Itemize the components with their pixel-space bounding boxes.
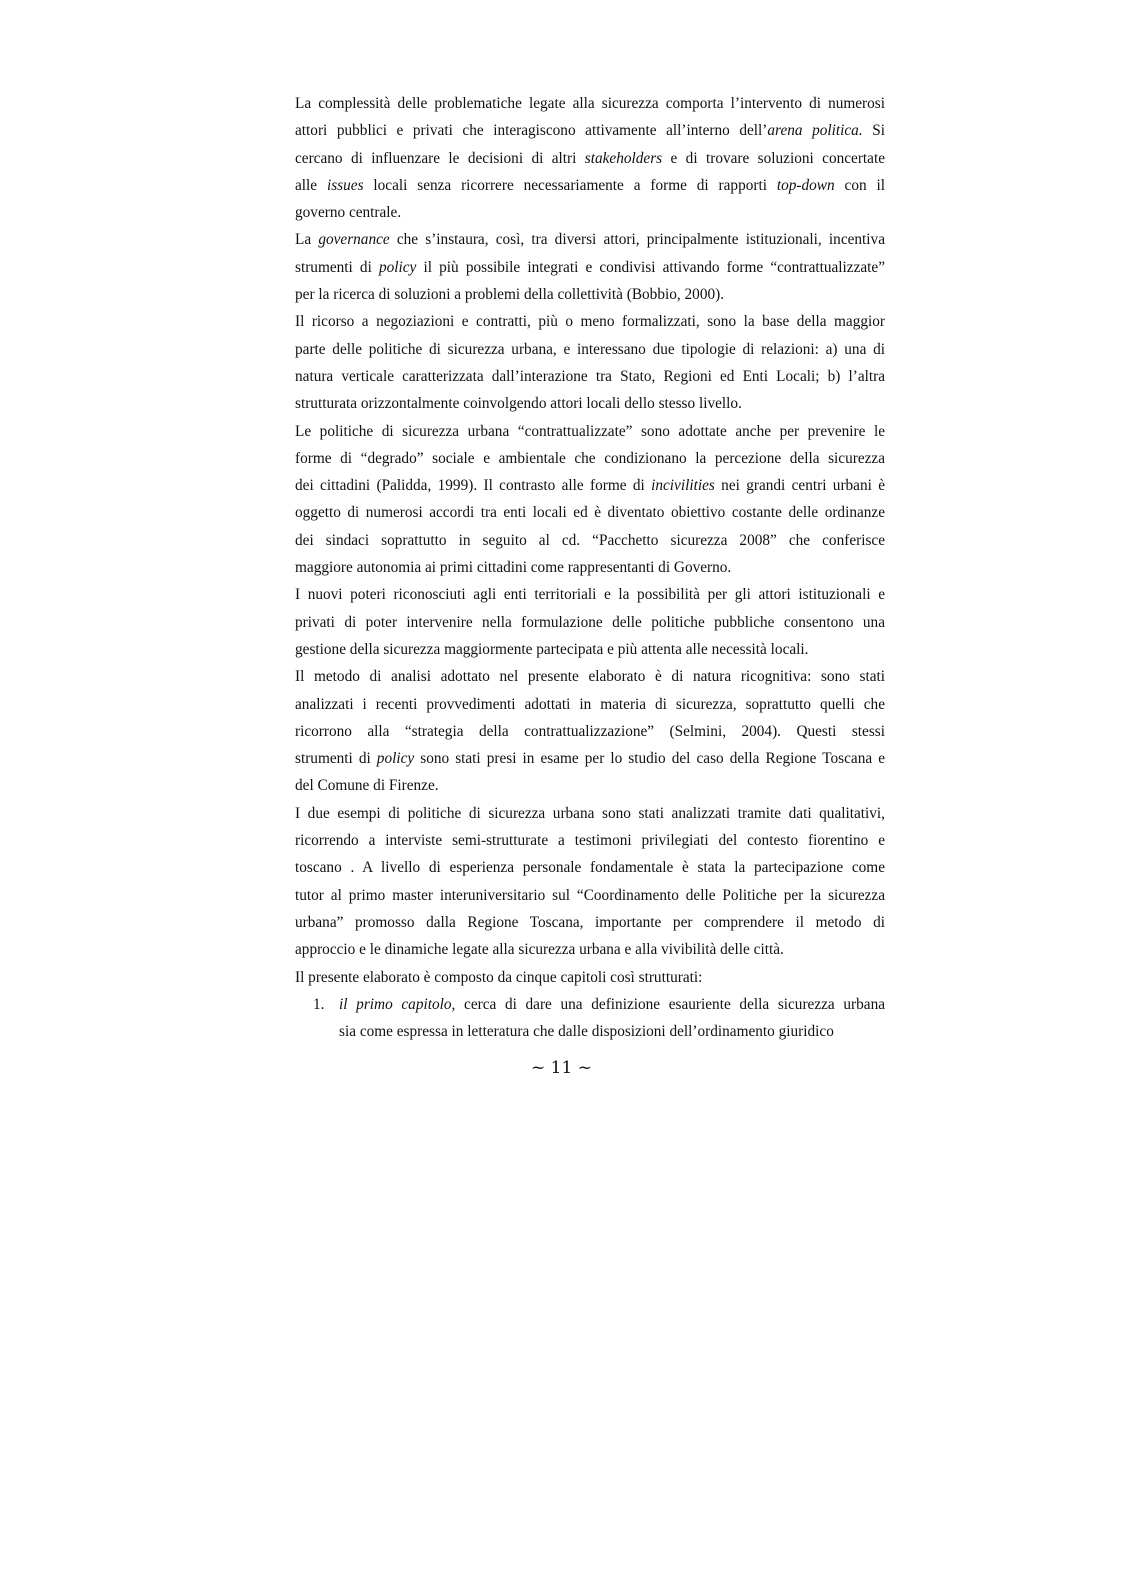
text-run: Il presente elaborato è composto da cinque capitoli così strutturati:	[295, 968, 703, 986]
text-line	[295, 800, 885, 827]
text-run: cerca di dare una definizione esauriente della sicurezza urbana	[455, 995, 886, 1013]
text-run: governo centrale.	[295, 204, 402, 222]
italic-text: incivilities	[651, 477, 715, 495]
text-run: strutturata orizzontalmente coinvolgendo attori locali dello stesso livello.	[295, 395, 742, 413]
text-run: Si	[862, 122, 885, 140]
text-run: Il ricorso a negoziazioni e contratti, più o meno formalizzati, sono la base della maggior	[295, 313, 885, 331]
text-line	[295, 936, 885, 963]
text-run: per la ricerca di soluzioni a problemi della collettività (Bobbio, 2000).	[295, 286, 725, 304]
text-run: Le politiche di sicurezza urbana “contrattualizzate” sono adottate anche per prevenire le	[295, 422, 885, 440]
body-text	[295, 90, 885, 1045]
text-line	[295, 691, 885, 718]
text-line	[295, 226, 885, 253]
text-run: Il metodo di analisi adottato nel presente elaborato è di natura ricognitiva: sono stati	[295, 668, 885, 686]
text-line	[295, 336, 885, 363]
text-run: natura verticale caratterizzata dall’interazione tra Stato, Regioni ed Enti Locali; b) l’altra	[295, 367, 885, 385]
text-run: tutor al primo master interuniversitario sul “Coordinamento delle Politiche per la sicurezza	[295, 886, 885, 904]
text-run: alle	[295, 176, 327, 194]
text-run: che s’instaura, così, tra diversi attori, principalmente istituzionali, incentiva	[389, 231, 885, 249]
text-run: I due esempi di politiche di sicurezza urbana sono stati analizzati tramite dati qualitativi,	[295, 804, 885, 822]
text-run: nei grandi centri urbani è	[714, 477, 885, 495]
text-line	[295, 472, 885, 499]
text-run: dei cittadini (Palidda, 1999). Il contrasto alle forme di	[295, 477, 652, 495]
text-line	[295, 499, 885, 526]
text-line	[295, 854, 885, 881]
text-run: strumenti di	[295, 258, 379, 276]
text-line	[295, 636, 885, 663]
text-run: con il	[834, 176, 885, 194]
text-line	[295, 90, 885, 117]
text-run: parte delle politiche di sicurezza urbana, e interessano due tipologie di relazioni: a) una di	[295, 340, 885, 358]
text-line	[295, 254, 885, 281]
text-run: strumenti di	[295, 750, 377, 768]
text-line	[295, 609, 885, 636]
text-run: cercano di influenzare le decisioni di altri	[295, 149, 585, 167]
list-number: 1.	[313, 995, 325, 1013]
text-line	[295, 581, 885, 608]
italic-text: issues	[326, 176, 364, 194]
text-line	[295, 663, 885, 690]
text-run: oggetto di numerosi accordi tra enti locali ed è diventato obiettivo costante delle ordinanze	[295, 504, 885, 522]
text-run: forme di “degrado” sociale e ambientale che condizionano la percezione della sicurezza	[295, 449, 885, 467]
text-run: ricorrono alla “strategia della contrattualizzazione” (Selmini, 2004). Questi stessi	[295, 722, 885, 740]
text-run: sia come espressa in letteratura che dalle disposizioni dell’ordinamento giuridico	[339, 1023, 834, 1041]
text-run: il più possibile integrati e condivisi attivando forme “contrattualizzate”	[416, 258, 885, 276]
text-run: approccio e le dinamiche legate alla sicurezza urbana e alla vivibilità delle città.	[295, 941, 784, 959]
text-run: gestione della sicurezza maggiormente partecipata e più attenta alle necessità locali.	[295, 640, 809, 658]
text-run: analizzati i recenti provvedimenti adottati in materia di sicurezza, soprattutto quelli che	[295, 695, 885, 713]
text-line	[295, 172, 885, 199]
text-run: ricorrendo a interviste semi-strutturate a testimoni privilegiati del contesto fiorentino e	[295, 832, 885, 850]
italic-text: policy	[376, 750, 415, 768]
text-line	[295, 281, 885, 308]
text-run: I nuovi poteri riconosciuti agli enti territoriali e la possibilità per gli attori istituzionali e	[295, 586, 885, 604]
text-line	[295, 991, 885, 1018]
text-run: La complessità delle problematiche legate alla sicurezza comporta l’intervento di numerosi	[295, 95, 885, 112]
text-line	[295, 363, 885, 390]
italic-text: il primo capitolo,	[339, 995, 456, 1013]
text-run: dei sindaci soprattutto in seguito al cd. “Pacchetto sicurezza 2008” che conferisce	[295, 531, 885, 549]
text-line	[295, 882, 885, 909]
text-line	[295, 308, 885, 335]
text-line	[295, 554, 885, 581]
text-run: La	[295, 231, 319, 249]
italic-text: governance	[318, 231, 390, 249]
text-line	[295, 772, 885, 799]
italic-text: policy	[378, 258, 417, 276]
text-line	[295, 145, 885, 172]
text-line	[295, 718, 885, 745]
text-run: locali senza ricorrere necessariamente a forme di rapporti	[363, 176, 777, 194]
page-number: ~ 11 ~	[531, 1058, 592, 1078]
text-line	[295, 527, 885, 554]
text-line	[295, 445, 885, 472]
text-run: del Comune di Firenze.	[295, 777, 439, 795]
text-line	[295, 964, 885, 991]
italic-text: arena politica.	[767, 122, 863, 140]
text-line	[295, 390, 885, 417]
italic-text: stakeholders	[584, 149, 663, 167]
text-line	[295, 909, 885, 936]
text-run: toscano . A livello di esperienza personale fondamentale è stata la partecipazione come	[295, 859, 885, 877]
text-run: sono stati presi in esame per lo studio del caso della Regione Toscana e	[414, 750, 885, 768]
text-line	[295, 827, 885, 854]
text-run: urbana” promosso dalla Regione Toscana, importante per comprendere il metodo di	[295, 913, 885, 931]
italic-text: top-down	[776, 176, 835, 194]
text-run: attori pubblici e privati che interagiscono attivamente all’interno dell’	[295, 122, 768, 140]
text-run: privati di poter intervenire nella formulazione delle politiche pubbliche consentono una	[295, 613, 885, 631]
text-line	[295, 117, 885, 144]
text-line	[295, 1018, 885, 1045]
text-line	[295, 745, 885, 772]
text-line	[295, 199, 885, 226]
text-line	[295, 418, 885, 445]
text-run: maggiore autonomia ai primi cittadini come rappresentanti di Governo.	[295, 559, 732, 577]
text-run: e di trovare soluzioni concertate	[662, 149, 885, 167]
